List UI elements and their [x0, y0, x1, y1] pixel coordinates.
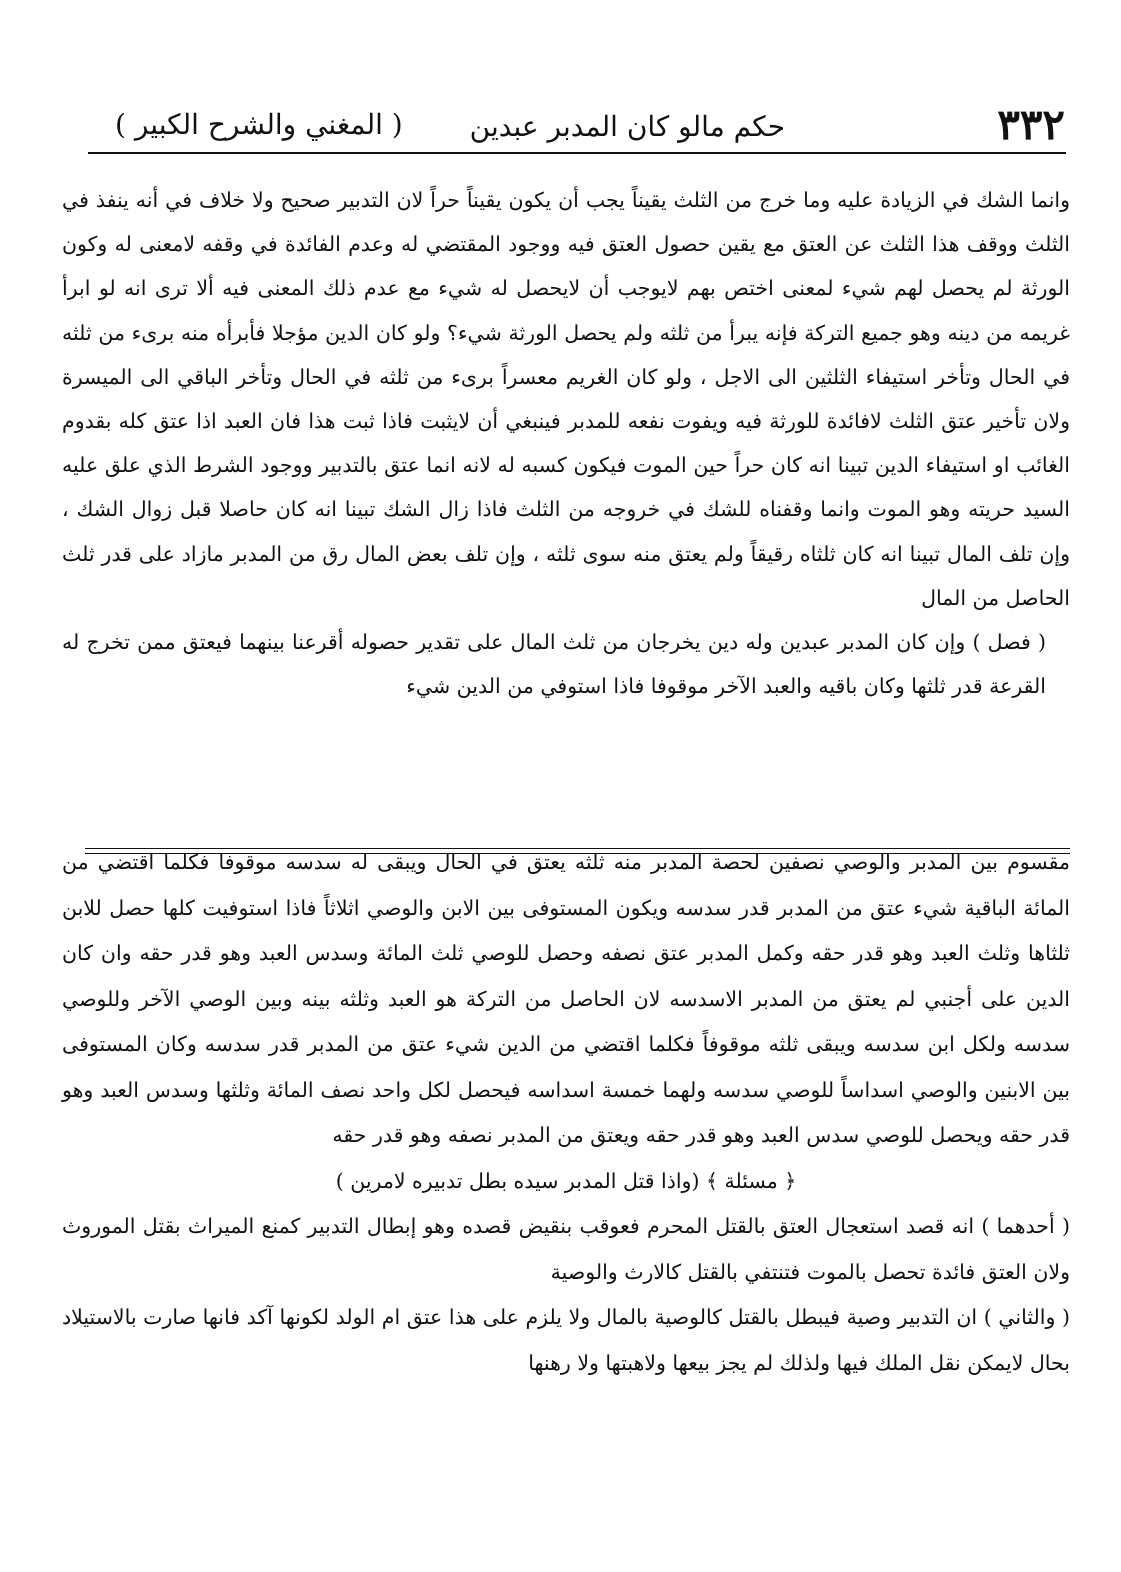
paragraph: وانما الشك في الزيادة عليه وما خرج من الثلث يقيناً يجب أن يكون يقيناً حراً لان التدبير صحيح ولا خلاف في أنه ينفذ في الثلث ووقف هذا الثلث عن العتق مع يقين حصول العتق فيه ووجود المقتضي له وعدم الفائدة في وقفه لامعنى له وكون الورثة لم يحصل لهم شيء لمعنى اختص بهم لايوجب أن لايحصل له شيء مع عدم ذلك المعنى فيه ألا ترى انه لو ابرأ غريمه من دينه وهو جميع التركة فإنه يبرأ من ثلثه ولم يحصل الورثة شيء؟ ولو كان الدين مؤجلا فأبرأه منه برىء من ثلثه في الحال وتأخر استيفاء الثلثين الى الاجل ، ولو كان الغريم معسراً برىء من ثلثه في الحال وتأخر الباقي الى الميسرة ولان تأخير عتق الثلث لافائدة للورثة فيه ويفوت نفعه للمدبر فينبغي أن لايثبت فاذا ثبت هذا فان العبد اذا عتق كله بقدوم الغائب او استيفاء الدين تبينا انه كان حراً حين الموت فيكون كسبه له لانه انما عتق بالتدبير ووجود الشرط الذي علق عليه السيد حريته وهو الموت وانما وقفناه للشك في خروجه من الثلث فاذا زال الشك تبينا انه كان حاصلا قبل زوال الشك ، وإن تلف المال تبينا انه كان ثلثاه رقيقاً ولم يعتق منه سوى ثلثه ، وإن تلف بعض المال رق من المدبر مازاد على قدر ثلث الحاصل من المال: [62, 188, 1070, 610]
book-title: ( المغني والشرح الكبير ): [115, 108, 403, 141]
paragraph: مقسوم بين المدبر والوصي نصفين لحصة المدبر منه ثلثه يعتق في الحال ويبقى له سدسه موقوفا فكلما اقتضي من المائة الباقية شيء عتق من المدبر قدر سدسه ويكون المستوفى بين الابن والوصي اثلاثاً فاذا استوفيت كلها حصل للابن ثلثاها وثلث العبد وهو قدر حقه وكمل المدبر عتق نصفه وحصل للوصي ثلث المائة وسدس العبد وهو قدر حقه وان كان الدين على أجنبي لم يعتق من المدبر الاسدسه لان الحاصل من التركة هو العبد وثلثه بينه وبين الوصي الآخر وللوصي سدسه ولكل ابن سدسه ويبقى ثلثه موقوفاً فكلما اقتضي من الدين شيء عتق من المدبر قدر سدسه وكان المستوفى بين الابنين والوصي اسداساً للوصي سدسه ولهما خمسة اسداسه فيحصل لكل واحد نصف المائة وثلثها وسدس العبد وهو قدر حقه ويحصل للوصي سدس العبد وهو قدر حقه ويعتق من المدبر نصفه وهو قدر حقه: [62, 850, 1070, 1147]
main-text-section: [62, 840, 1070, 1386]
masala-heading: ﴿ مسئلة ﴾ (واذا قتل المدبر سيده بطل تدبيره لامرين ): [335, 1168, 797, 1193]
paragraph: ( أحدهما ) انه قصد استعجال العتق بالقتل المحرم فعوقب بنقيض قصده وهو إبطال التدبير كمنع الميراث بقتل الموروث ولان العتق فائدة تحصل بالموت فتنتفي بالقتل كالارث والوصية: [62, 1214, 1070, 1284]
running-title: حكم مالو كان المدبر عبدين: [469, 110, 785, 143]
page-header: [95, 100, 1075, 160]
header-rule: [88, 152, 1066, 154]
page-number: ٣٣٢: [997, 100, 1065, 149]
commentary-section: [62, 178, 1070, 708]
paragraph-fasl: ( فصل ) وإن كان المدبر عبدين وله دين يخرجان من ثلث المال على تقدير حصوله أقرعنا بينهما فيعتق ممن تخرج له القرعة قدر ثلثها وكان باقيه والعبد الآخر موقوفا فاذا استوفي من الدين شيء: [62, 630, 1046, 699]
paragraph: ( والثاني ) ان التدبير وصية فيبطل بالقتل كالوصية بالمال ولا يلزم على هذا عتق ام الولد لكونها آكد فانها صارت بالاستيلاد بحال لايمكن نقل الملك فيها ولذلك لم يجز بيعها ولاهبتها ولا رهنها: [62, 1305, 1070, 1375]
